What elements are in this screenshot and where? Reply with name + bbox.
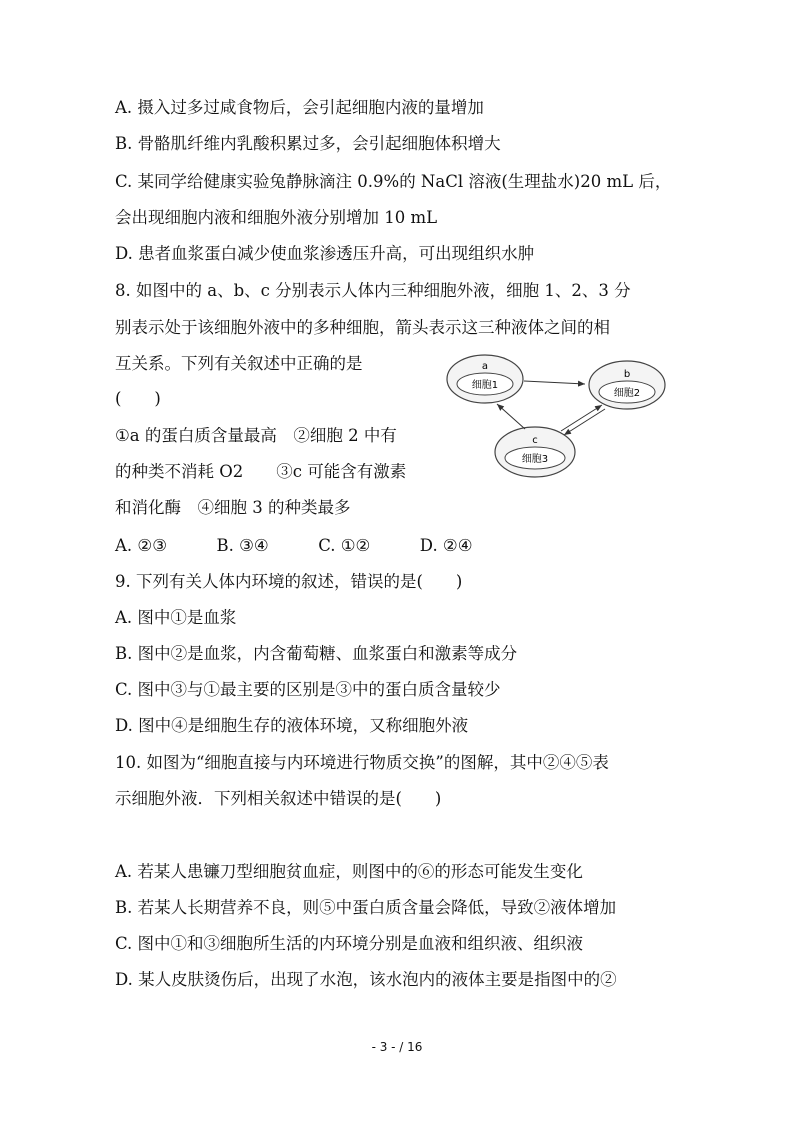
node-a-letter: a bbox=[481, 361, 489, 372]
q8-stem-line2: 别表示处于该细胞外液中的多种细胞，箭头表示这三种液体之间的相 bbox=[115, 318, 610, 337]
q7-option-b: B. 骨骼肌纤维内乳酸积累过多，会引起细胞体积增大 bbox=[115, 134, 501, 153]
page-number: - 3 - / 16 bbox=[371, 1040, 423, 1054]
arrow-b-to-c bbox=[564, 409, 605, 435]
q8-statement-line3: 和消化酶 ④细胞 3 的种类最多 bbox=[115, 498, 351, 517]
q8-stem-line1: 8. 如图中的 a、b、c 分别表示人体内三种细胞外液，细胞 1、2、3 分 bbox=[115, 281, 631, 300]
node-b-letter: b bbox=[623, 369, 631, 380]
q10-option-a: A. 若某人患镰刀型细胞贫血症，则图中的⑥的形态可能发生变化 bbox=[115, 862, 583, 881]
node-b bbox=[589, 361, 665, 409]
q8-statement-line1: ①a 的蛋白质含量最高 ②细胞 2 中有 bbox=[115, 426, 397, 445]
node-b-label: 细胞2 bbox=[613, 388, 641, 399]
q10-option-d: D. 某人皮肤烫伤后，出现了水泡，该水泡内的液体主要是指图中的② bbox=[115, 970, 617, 989]
q9-stem: 9. 下列有关人体内环境的叙述，错误的是( ) bbox=[115, 572, 463, 591]
q7-option-a: A. 摄入过多过咸食物后，会引起细胞内液的量增加 bbox=[115, 98, 484, 117]
node-c-label: 细胞3 bbox=[521, 454, 549, 465]
q8-statement-line2: 的种类不消耗 O2 ③c 可能含有激素 bbox=[115, 462, 407, 481]
q9-option-d: D. 图中④是细胞生存的液体环境，又称细胞外液 bbox=[115, 716, 469, 735]
q7-option-c-line2: 会出现细胞内液和细胞外液分别增加 10 mL bbox=[115, 208, 438, 227]
q10-option-c: C. 图中①和③细胞所生活的内环境分别是血液和组织液、组织液 bbox=[115, 934, 584, 953]
q10-stem-line2: 示细胞外液．下列相关叙述中错误的是( ) bbox=[115, 789, 442, 808]
arrow-a-to-b bbox=[524, 381, 585, 384]
q9-option-b: B. 图中②是血浆，内含葡萄糖、血浆蛋白和激素等成分 bbox=[115, 644, 518, 663]
q8-options: A. ②③ B. ③④ C. ①② D. ②④ bbox=[115, 536, 473, 555]
q8-stem-line3: 互关系。下列有关叙述中正确的是 bbox=[115, 354, 363, 373]
q8-answer-paren: ( ) bbox=[115, 389, 161, 408]
arrow-c-to-a bbox=[497, 404, 525, 429]
node-a bbox=[447, 355, 523, 403]
node-c bbox=[495, 427, 575, 477]
node-c-letter: c bbox=[532, 435, 538, 446]
q10-option-b: B. 若某人长期营养不良，则⑤中蛋白质含量会降低，导致②液体增加 bbox=[115, 898, 617, 917]
node-a-label: 细胞1 bbox=[471, 380, 499, 391]
arrow-c-to-b bbox=[561, 405, 602, 431]
q9-option-c: C. 图中③与①最主要的区别是③中的蛋白质含量较少 bbox=[115, 680, 501, 699]
q9-option-a: A. 图中①是血浆 bbox=[115, 608, 237, 627]
q7-option-d: D. 患者血浆蛋白减少使血浆渗透压升高，可出现组织水肿 bbox=[115, 244, 535, 263]
q7-option-c-line1: C. 某同学给健康实验兔静脉滴注 0.9%的 NaCl 溶液(生理盐水)20 mL 后， bbox=[115, 172, 672, 191]
fluid-relationship-diagram bbox=[445, 352, 715, 482]
q10-stem-line1: 10. 如图为“细胞直接与内环境进行物质交换”的图解，其中②④⑤表 bbox=[115, 753, 609, 772]
